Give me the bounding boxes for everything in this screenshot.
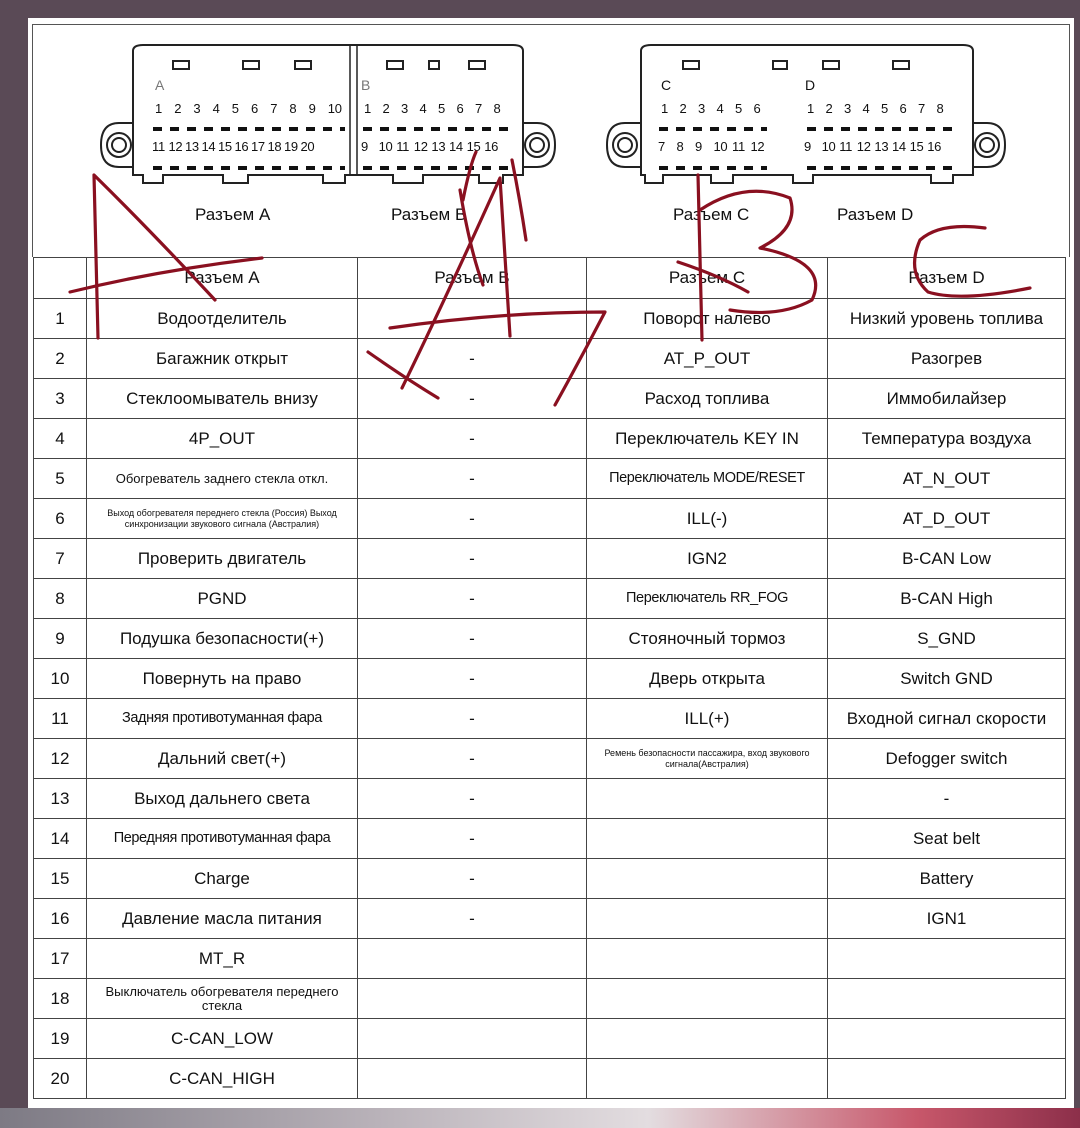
cell-connector-d: Battery — [828, 859, 1066, 899]
pin-label: 19 — [284, 139, 298, 154]
pin-label: 8 — [936, 101, 944, 116]
cell-connector-c: Ремень безопасности пассажира, вход звукового сигнала(Австралия) — [587, 739, 828, 779]
cell-connector-c: Расход топлива — [587, 379, 828, 419]
cell-connector-a: Стеклоомыватель внизу — [87, 379, 358, 419]
pin-label: 11 — [732, 139, 745, 154]
cell-connector-d: Иммобилайзер — [828, 379, 1066, 419]
cell-connector-c — [587, 859, 828, 899]
pin-label: 3 — [698, 101, 705, 116]
pin-label: 7 — [270, 101, 278, 116]
pin-label: 10 — [327, 101, 342, 116]
cell-connector-a: Выход дальнего света — [87, 779, 358, 819]
cell-connector-b: - — [358, 579, 587, 619]
pin-label: 9 — [695, 139, 702, 154]
table-row — [34, 779, 1066, 819]
cell-connector-a: Выход обогревателя переднего стекла (Россия) Выход синхронизации звукового сигнала (Австралия) — [87, 499, 358, 539]
table-row — [34, 299, 1066, 339]
pin-label: 14 — [201, 139, 216, 154]
pin-label: 5 — [438, 101, 445, 116]
cell-pin: 12 — [34, 739, 87, 779]
cell-connector-b — [358, 939, 587, 979]
table-row — [34, 819, 1066, 859]
cell-connector-c: Дверь открыта — [587, 659, 828, 699]
header-connector-b: Разъем B — [358, 258, 587, 299]
pin-label: 1 — [155, 101, 162, 116]
pin-label: 9 — [361, 139, 368, 154]
cell-connector-a: Давление масла питания — [87, 899, 358, 939]
pin-label: 13 — [185, 139, 199, 154]
cell-pin: 18 — [34, 979, 87, 1019]
connector-a-letter: A — [155, 77, 165, 93]
cell-connector-b: - — [358, 739, 587, 779]
table-row — [34, 459, 1066, 499]
cell-connector-c — [587, 939, 828, 979]
connector-c-caption: Разъем C — [673, 205, 750, 224]
cell-connector-d: Разогрев — [828, 339, 1066, 379]
table-header-row — [34, 258, 1066, 299]
table-row — [34, 579, 1066, 619]
pin-label: 4 — [419, 101, 427, 116]
cell-connector-a: PGND — [87, 579, 358, 619]
pin-label: 15 — [909, 139, 924, 154]
cell-connector-a: C-CAN_HIGH — [87, 1059, 358, 1099]
cell-connector-c: Поворот налево — [587, 299, 828, 339]
cell-connector-c: AT_P_OUT — [587, 339, 828, 379]
connector-d-letter: D — [805, 77, 816, 93]
connector-diagram — [32, 24, 1070, 257]
cell-connector-d — [828, 1019, 1066, 1059]
pin-label: 6 — [456, 101, 464, 116]
pin-label: 5 — [735, 101, 742, 116]
cell-connector-c: IGN2 — [587, 539, 828, 579]
cell-connector-b: - — [358, 899, 587, 939]
pin-label: 1 — [661, 101, 668, 116]
cell-connector-d: Входной сигнал скорости — [828, 699, 1066, 739]
cell-connector-c: Переключатель KEY IN — [587, 419, 828, 459]
pin-label: 10 — [378, 139, 393, 154]
cell-pin: 2 — [34, 339, 87, 379]
cell-connector-c — [587, 1019, 828, 1059]
cell-connector-a: MT_R — [87, 939, 358, 979]
cell-connector-d: AT_N_OUT — [828, 459, 1066, 499]
pin-label: 12 — [168, 139, 183, 154]
table-body — [34, 299, 1066, 1099]
pin-label: 13 — [431, 139, 446, 154]
cell-connector-b: - — [358, 499, 587, 539]
table-row — [34, 979, 1066, 1019]
cell-connector-c — [587, 779, 828, 819]
table-row — [34, 539, 1066, 579]
table-row — [34, 859, 1066, 899]
pin-label: 8 — [289, 101, 297, 116]
cell-pin: 8 — [34, 579, 87, 619]
table-row — [34, 379, 1066, 419]
cell-connector-b — [358, 979, 587, 1019]
table-row — [34, 419, 1066, 459]
cell-connector-d: Температура воздуха — [828, 419, 1066, 459]
pin-label: 16 — [234, 139, 249, 154]
cell-connector-d — [828, 1059, 1066, 1099]
pin-label: 6 — [251, 101, 258, 116]
table-row — [34, 339, 1066, 379]
pin-label: 9 — [308, 101, 316, 116]
cell-connector-b — [358, 1059, 587, 1099]
cell-connector-d — [828, 979, 1066, 1019]
table-row — [34, 939, 1066, 979]
cell-connector-c — [587, 899, 828, 939]
cell-connector-d: Seat belt — [828, 819, 1066, 859]
table-row — [34, 1059, 1066, 1099]
connector-c-letter: C — [661, 77, 672, 93]
pin-label: 11 — [396, 139, 410, 154]
pin-label: 10 — [821, 139, 836, 154]
cell-pin: 14 — [34, 819, 87, 859]
header-connector-d: Разъем D — [828, 258, 1066, 299]
cell-pin: 10 — [34, 659, 87, 699]
cell-pin: 6 — [34, 499, 87, 539]
cell-connector-a: Дальний свет(+) — [87, 739, 358, 779]
cell-connector-a: Charge — [87, 859, 358, 899]
pin-label: 16 — [484, 139, 499, 154]
table-row — [34, 499, 1066, 539]
pin-label: 3 — [193, 101, 201, 116]
pin-label: 11 — [839, 139, 853, 154]
pin-label: 14 — [449, 139, 463, 154]
cell-pin: 13 — [34, 779, 87, 819]
cell-connector-c — [587, 1059, 828, 1099]
cell-connector-d: B-CAN High — [828, 579, 1066, 619]
pin-label: 2 — [679, 101, 687, 116]
table-row — [34, 659, 1066, 699]
header-connector-c: Разъем C — [587, 258, 828, 299]
cell-connector-d: B-CAN Low — [828, 539, 1066, 579]
pin-label: 5 — [231, 101, 239, 116]
cell-connector-b: - — [358, 659, 587, 699]
pin-label: 9 — [804, 139, 811, 154]
pin-label: 18 — [267, 139, 282, 154]
connector-b-letter: B — [361, 77, 371, 93]
cell-connector-d: IGN1 — [828, 899, 1066, 939]
connector-b-caption: Разъем B — [391, 205, 467, 224]
table-row — [34, 699, 1066, 739]
pin-label: 1 — [364, 101, 371, 116]
connector-d-caption: Разъем D — [837, 205, 914, 224]
cell-connector-b — [358, 299, 587, 339]
cell-connector-b: - — [358, 539, 587, 579]
pin-label: 8 — [493, 101, 501, 116]
cell-connector-c: Стояночный тормоз — [587, 619, 828, 659]
pin-label: 17 — [251, 139, 265, 154]
cell-connector-a: C-CAN_LOW — [87, 1019, 358, 1059]
pin-label: 4 — [862, 101, 870, 116]
cell-pin: 4 — [34, 419, 87, 459]
cell-pin: 9 — [34, 619, 87, 659]
cell-connector-a: Багажник открыт — [87, 339, 358, 379]
cell-pin: 1 — [34, 299, 87, 339]
pin-label: 2 — [382, 101, 390, 116]
cell-connector-d: Defogger switch — [828, 739, 1066, 779]
pin-label: 15 — [218, 139, 232, 154]
pin-label: 2 — [825, 101, 833, 116]
cell-pin: 17 — [34, 939, 87, 979]
pin-label: 8 — [676, 139, 684, 154]
pin-label: 12 — [856, 139, 871, 154]
cell-connector-a: Повернуть на право — [87, 659, 358, 699]
cell-pin: 3 — [34, 379, 87, 419]
cell-connector-b: - — [358, 379, 587, 419]
table-row — [34, 1019, 1066, 1059]
cell-connector-a: Задняя противотуманная фара — [87, 699, 358, 739]
pin-label: 7 — [475, 101, 482, 116]
cell-connector-a: Водоотделитель — [87, 299, 358, 339]
pin-label: 13 — [874, 139, 889, 154]
table-row — [34, 739, 1066, 779]
pin-label: 5 — [881, 101, 888, 116]
cell-connector-c — [587, 819, 828, 859]
cell-pin: 7 — [34, 539, 87, 579]
header-connector-a: Разъем A — [87, 258, 358, 299]
cell-connector-b — [358, 1019, 587, 1059]
table-row — [34, 899, 1066, 939]
pin-label: 10 — [713, 139, 728, 154]
pin-label: 3 — [401, 101, 408, 116]
cell-pin: 20 — [34, 1059, 87, 1099]
cell-connector-d: Switch GND — [828, 659, 1066, 699]
cell-connector-b: - — [358, 419, 587, 459]
cell-connector-c: ILL(-) — [587, 499, 828, 539]
pin-label: 12 — [413, 139, 428, 154]
cell-connector-b: - — [358, 779, 587, 819]
cell-pin: 16 — [34, 899, 87, 939]
cell-pin: 11 — [34, 699, 87, 739]
cell-connector-c: ILL(+) — [587, 699, 828, 739]
cell-connector-b: - — [358, 339, 587, 379]
cell-connector-d: AT_D_OUT — [828, 499, 1066, 539]
pin-label: 12 — [750, 139, 765, 154]
pinout-table — [33, 257, 1066, 1099]
pin-label: 15 — [466, 139, 481, 154]
cell-connector-d — [828, 939, 1066, 979]
pin-label: 20 — [300, 139, 315, 154]
cell-connector-b: - — [358, 699, 587, 739]
pin-label: 7 — [918, 101, 925, 116]
cell-connector-c — [587, 979, 828, 1019]
pin-label: 3 — [844, 101, 851, 116]
table-row — [34, 619, 1066, 659]
connector-a-caption: Разъем A — [195, 205, 271, 224]
cell-connector-a: 4P_OUT — [87, 419, 358, 459]
cell-connector-b: - — [358, 819, 587, 859]
pin-label: 2 — [174, 101, 182, 116]
cell-pin: 19 — [34, 1019, 87, 1059]
cell-pin: 5 — [34, 459, 87, 499]
pin-label: 1 — [807, 101, 814, 116]
cell-connector-a: Проверить двигатель — [87, 539, 358, 579]
pin-label: 7 — [658, 139, 665, 154]
cell-connector-a: Подушка безопасности(+) — [87, 619, 358, 659]
pin-label: 16 — [927, 139, 942, 154]
pin-label: 11 — [152, 139, 165, 154]
background-strip — [0, 1108, 1080, 1128]
cell-connector-c: Переключатель RR_FOG — [587, 579, 828, 619]
header-pin — [34, 258, 87, 299]
cell-connector-c: Переключатель MODE/RESET — [587, 459, 828, 499]
cell-connector-b: - — [358, 459, 587, 499]
cell-connector-a: Выключатель обогревателя переднего стекла — [87, 979, 358, 1019]
cell-connector-a: Обогреватель заднего стекла откл. — [87, 459, 358, 499]
pin-label: 4 — [716, 101, 724, 116]
cell-connector-d: S_GND — [828, 619, 1066, 659]
pin-label: 4 — [212, 101, 220, 116]
cell-connector-b: - — [358, 619, 587, 659]
cell-pin: 15 — [34, 859, 87, 899]
pin-label: 6 — [899, 101, 907, 116]
pin-label: 14 — [892, 139, 906, 154]
pin-label: 6 — [753, 101, 761, 116]
cell-connector-d: - — [828, 779, 1066, 819]
cell-connector-a: Передняя противотуманная фара — [87, 819, 358, 859]
cell-connector-d: Низкий уровень топлива — [828, 299, 1066, 339]
cell-connector-b: - — [358, 859, 587, 899]
